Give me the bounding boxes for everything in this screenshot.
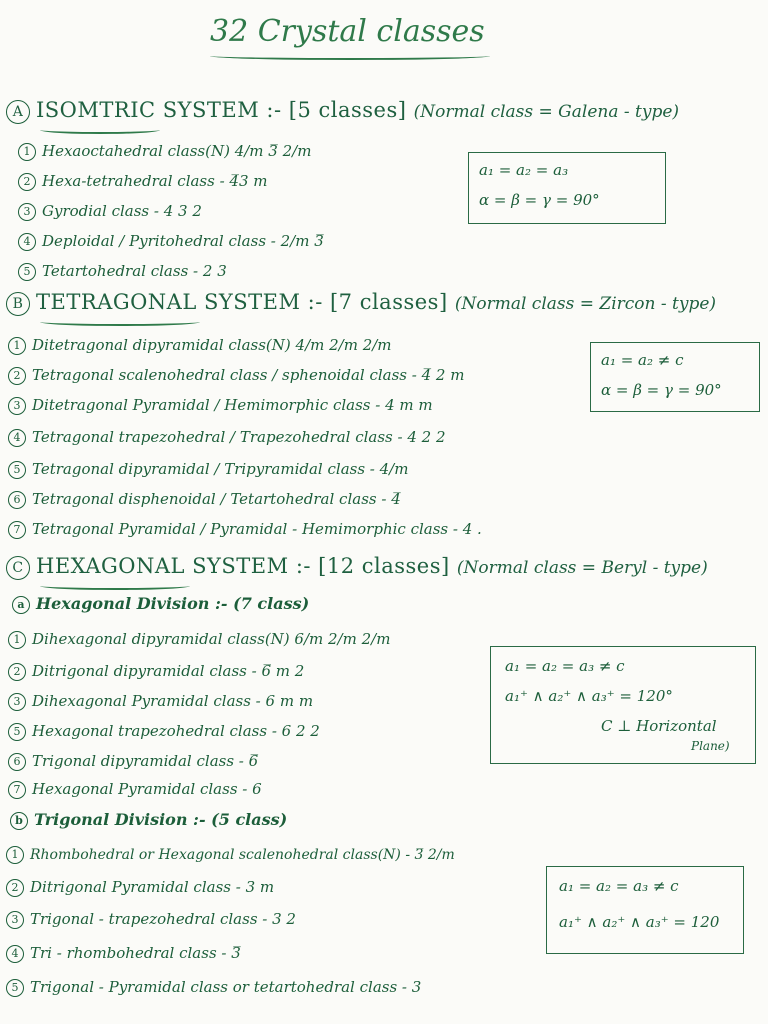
list-item <box>6 978 421 997</box>
item-number: 7 <box>8 521 26 539</box>
list-item <box>8 630 390 649</box>
axis-relation: a₁ = a₂ = a₃ ≠ c <box>505 657 625 675</box>
item-text: Trigonal dipyramidal class - 6̅ <box>32 752 259 770</box>
item-number: 3 <box>8 397 26 415</box>
section-heading: TETRAGONAL SYSTEM :- [7 classes] <box>36 290 448 314</box>
item-number: 3 <box>18 203 36 221</box>
item-number: 3 <box>6 911 24 929</box>
axis-relation: a₁ = a₂ ≠ c <box>601 351 684 369</box>
axis-box-tetragonal <box>590 342 760 412</box>
list-item <box>18 202 202 221</box>
division-a-heading-line <box>12 594 309 614</box>
item-text: Hexagonal trapezohedral class - 6 2 2 <box>32 722 320 740</box>
section-marker: A <box>6 100 30 124</box>
item-number: 2 <box>18 173 36 191</box>
division-marker: a <box>12 596 30 614</box>
list-item <box>18 232 324 251</box>
axis-box-trigonal <box>546 866 744 954</box>
heading-underline <box>40 318 200 326</box>
item-text: Trigonal - trapezohedral class - 3 2 <box>30 910 296 928</box>
item-text: Hexagonal Pyramidal class - 6 <box>32 780 262 798</box>
item-text: Tetragonal Pyramidal / Pyramidal - Hemimorphic class - 4 . <box>32 520 482 538</box>
list-item <box>8 662 304 681</box>
list-item <box>8 428 446 447</box>
item-text: Dihexagonal Pyramidal class - 6 m m <box>32 692 314 710</box>
item-number: 1 <box>8 337 26 355</box>
item-number: 2 <box>6 879 24 897</box>
item-number: 2 <box>8 367 26 385</box>
list-item <box>8 336 392 355</box>
section-note: (Normal class = Galena - type) <box>413 102 680 122</box>
list-item <box>8 490 401 509</box>
tetragonal-heading-line <box>6 290 716 316</box>
item-text: Gyrodial class - 4 3 2 <box>42 202 202 220</box>
division-b-heading-line <box>10 810 287 830</box>
item-number: 5 <box>6 979 24 997</box>
list-item <box>18 142 311 161</box>
item-number: 7 <box>8 781 26 799</box>
list-item <box>8 752 258 771</box>
list-item <box>8 722 320 741</box>
item-text: Hexaoctahedral class(N) 4/m 3̅ 2/m <box>42 142 312 160</box>
item-number: 4 <box>8 429 26 447</box>
list-item <box>8 460 408 479</box>
heading-underline <box>40 582 190 590</box>
item-text: Deploidal / Pyritohedral class - 2/m 3̅ <box>42 232 324 250</box>
axis-relation: a₁ = a₂ = a₃ ≠ c <box>559 877 679 895</box>
division-heading: Hexagonal Division :- (7 class) <box>36 594 310 613</box>
list-item <box>6 910 296 929</box>
item-text: Tetragonal scalenohedral class / sphenoidal class - 4̅ 2 m <box>32 366 465 384</box>
section-note: (Normal class = Beryl - type) <box>456 558 708 578</box>
isometric-heading-line <box>6 98 679 124</box>
axis-box-hexagonal <box>490 646 756 764</box>
item-number: 5 <box>8 461 26 479</box>
item-text: Tri - rhombohedral class - 3̅ <box>30 944 241 962</box>
list-item <box>8 366 464 385</box>
list-item <box>18 172 268 191</box>
hexagonal-heading-line <box>6 554 708 580</box>
section-note: (Normal class = Zircon - type) <box>454 294 717 314</box>
axis-relation: a₁ = a₂ = a₃ <box>479 161 569 179</box>
item-number: 6 <box>8 491 26 509</box>
item-number: 2 <box>8 663 26 681</box>
item-number: 1 <box>6 846 24 864</box>
item-number: 6 <box>8 753 26 771</box>
section-heading: ISOMTRIC SYSTEM :- [5 classes] <box>36 98 407 122</box>
item-text: Ditrigonal dipyramidal class - 6̅ m 2 <box>32 662 305 680</box>
section-heading: HEXAGONAL SYSTEM :- [12 classes] <box>36 554 450 578</box>
angle-relation: α = β = γ = 90° <box>601 381 722 399</box>
item-text: Ditetragonal Pyramidal / Hemimorphic class - 4 m m <box>32 396 433 414</box>
section-marker: C <box>6 556 30 580</box>
item-text: Ditrigonal Pyramidal class - 3 m <box>30 878 275 896</box>
list-item <box>6 944 241 963</box>
angle-relation: a₁⁺ ∧ a₂⁺ ∧ a₃⁺ = 120 <box>559 913 720 931</box>
item-text: Tetartohedral class - 2 3 <box>42 262 227 280</box>
heading-underline <box>40 126 160 134</box>
item-number: 1 <box>18 143 36 161</box>
item-number: 1 <box>8 631 26 649</box>
item-number: 3 <box>8 693 26 711</box>
page-title: 32 Crystal classes <box>210 14 485 49</box>
list-item <box>6 846 455 864</box>
division-heading: Trigonal Division :- (5 class) <box>34 810 288 829</box>
section-marker: B <box>6 292 30 316</box>
item-number: 5 <box>18 263 36 281</box>
c-axis-note-cont: Plane) <box>691 739 730 753</box>
item-number: 5 <box>8 723 26 741</box>
item-text: Dihexagonal dipyramidal class(N) 6/m 2/m 2/m <box>32 630 391 648</box>
list-item <box>8 692 313 711</box>
angle-relation: a₁⁺ ∧ a₂⁺ ∧ a₃⁺ = 120° <box>505 687 673 705</box>
item-text: Hexa-tetrahedral class - 4̅3 m <box>42 172 268 190</box>
item-number: 4 <box>6 945 24 963</box>
item-text: Rhombohedral or Hexagonal scalenohedral class(N) - 3̅ 2/m <box>30 847 455 863</box>
list-item <box>8 520 482 539</box>
list-item <box>8 396 433 415</box>
c-axis-note: C ⊥ Horizontal <box>601 717 717 735</box>
item-text: Tetragonal disphenoidal / Tetartohedral class - 4̅ <box>32 490 401 508</box>
axis-box-isometric <box>468 152 666 224</box>
list-item <box>18 262 227 281</box>
item-text: Trigonal - Pyramidal class or tetartohedral class - 3 <box>30 978 422 996</box>
division-marker: b <box>10 812 28 830</box>
item-text: Tetragonal trapezohedral / Trapezohedral class - 4 2 2 <box>32 428 446 446</box>
item-text: Tetragonal dipyramidal / Tripyramidal class - 4/m <box>32 460 409 478</box>
angle-relation: α = β = γ = 90° <box>479 191 600 209</box>
list-item <box>6 878 274 897</box>
item-text: Ditetragonal dipyramidal class(N) 4/m 2/m 2/m <box>32 336 392 354</box>
item-number: 4 <box>18 233 36 251</box>
title-underline <box>210 52 490 60</box>
list-item <box>8 780 262 799</box>
